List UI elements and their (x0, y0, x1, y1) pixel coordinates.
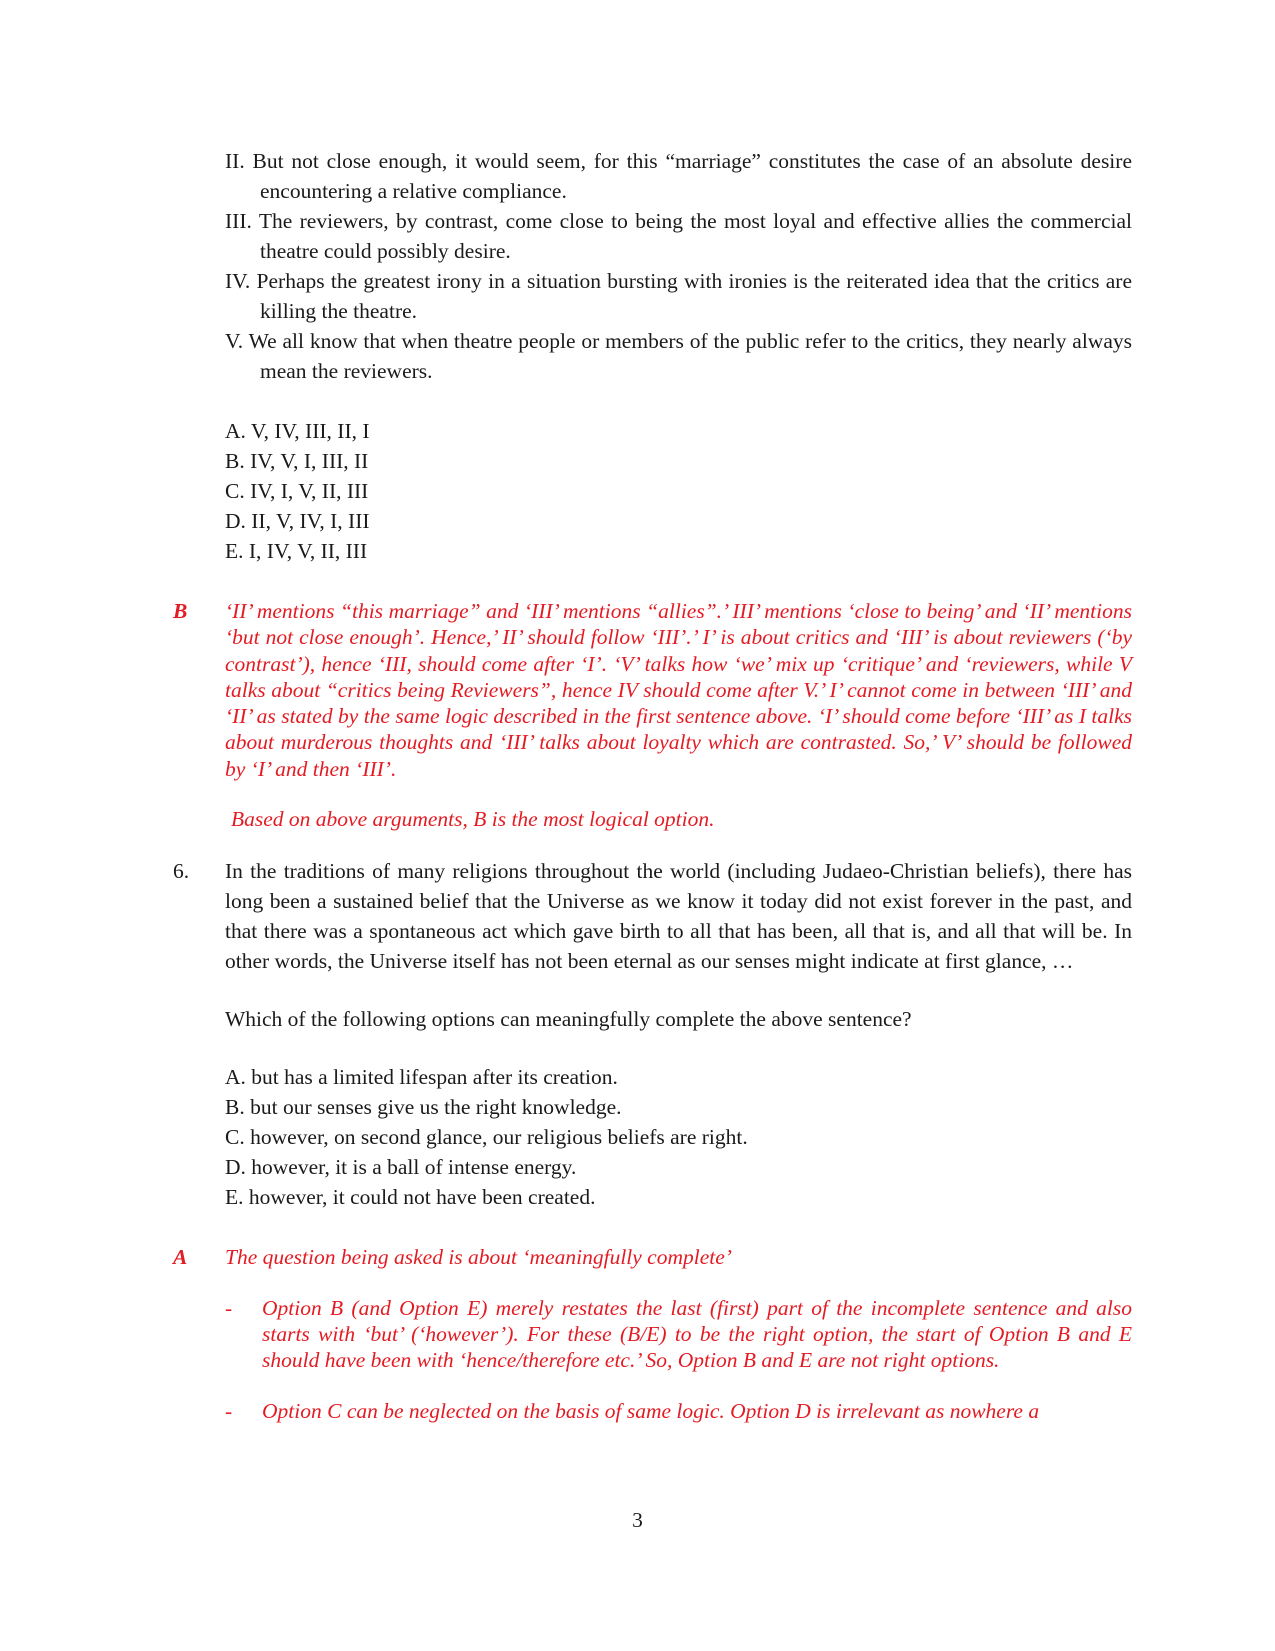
page-number: 3 (632, 1508, 643, 1532)
q6-block (173, 856, 1132, 976)
q5-answer-block (173, 598, 1132, 782)
statement-ii: II. But not close enough, it would seem, for this “marriage” constitutes the case of an absolute desire encountering a relative compliance. (225, 149, 1132, 203)
q5-option-e: E. I, IV, V, II, III (225, 539, 368, 563)
q5-options (225, 416, 1132, 566)
page-content (173, 146, 1132, 1424)
statement-v: V. We all know that when theatre people or members of the public refer to the critics, they nearly always mean the reviewers. (225, 329, 1132, 383)
bullet-dash: - (225, 1295, 233, 1320)
q5-option-b: B. IV, V, I, III, II (225, 449, 369, 473)
q6-answer-letter: A (173, 1245, 188, 1270)
q5-option-d: D. II, V, IV, I, III (225, 509, 370, 533)
q6-answer-block (173, 1244, 1132, 1270)
q5-conclusion: Based on above arguments, B is the most logical option. (231, 807, 715, 832)
q6-passage: In the traditions of many religions throughout the world (including Judaeo-Christian beliefs), there has long been a sustained belief that the Universe as we know it today did not exist forever in the past, and that there was a spontaneous act which gave birth to all that has been, all that is, and all that will be. In other words, the Universe itself has not been eternal as our senses might indicate at first glance, … (225, 859, 1132, 974)
q5-option-a: A. V, IV, III, II, I (225, 419, 370, 443)
q6-answer-intro: The question being asked is about ‘meaningfully complete’ (225, 1245, 732, 1270)
q6-bullet-1-text: Option B (and Option E) merely restates the last (first) part of the incomplete sentence and also starts with ‘but’ (‘however’). For these (B/E) to be the right option, the start of Option B and E should have been with ‘hence/therefore etc.’ So, Option B and E are not right options. (262, 1295, 1132, 1373)
q5-answer-letter: B (173, 599, 188, 623)
q6-bullet-2-text: Option C can be neglected on the basis of same logic. Option D is irrelevant as nowhere a (262, 1398, 1040, 1423)
q5-option-c: C. IV, I, V, II, III (225, 479, 369, 503)
q6-number: 6. (173, 859, 190, 884)
q5-answer-explanation: ‘II’ mentions “this marriage” and ‘III’ mentions “allies”.’ III’ mentions ‘close to being’ and ‘II’ mentions ‘but not close enough’. Hence,’ II’ should follow ‘III’.’ I’ is about critics and ‘III’ is about reviewers (‘by contrast’), hence ‘III, should come after ‘I’. ‘V’ talks how ‘we’ mix up ‘critique’ and ‘reviewers, while V talks about “critics being Reviewers”, hence IV should come after V.’ I’ cannot come in between ‘III’ and ‘II’ as stated by the same logic described in the first sentence above. ‘I’ should come before ‘III’ as I talks about murderous thoughts and ‘III’ talks about loyalty which are contrasted. So,’ V’ should be followed by ‘I’ and then ‘III’. (225, 599, 1132, 781)
q6-bullet-1 (225, 1295, 1132, 1374)
q6-question: Which of the following options can meaningfully complete the above sentence? (225, 1007, 912, 1032)
q6-option-b: B. but our senses give us the right knowledge. (225, 1095, 622, 1120)
q6-bullet-2 (225, 1398, 1132, 1424)
bullet-dash: - (225, 1398, 233, 1423)
statement-iv: IV. Perhaps the greatest irony in a situation bursting with ironies is the reiterated idea that the critics are killing the theatre. (225, 269, 1132, 323)
statement-iii: III. The reviewers, by contrast, come close to being the most loyal and effective allies the commercial theatre could possibly desire. (225, 209, 1132, 263)
q6-option-d: D. however, it is a ball of intense energy. (225, 1155, 577, 1180)
q6-option-e: E. however, it could not have been created. (225, 1185, 596, 1210)
q6-option-c: C. however, on second glance, our religious beliefs are right. (225, 1125, 748, 1150)
q6-options (225, 1062, 1132, 1212)
statement-list (225, 146, 1132, 386)
q6-option-a: A. but has a limited lifespan after its creation. (225, 1065, 618, 1090)
